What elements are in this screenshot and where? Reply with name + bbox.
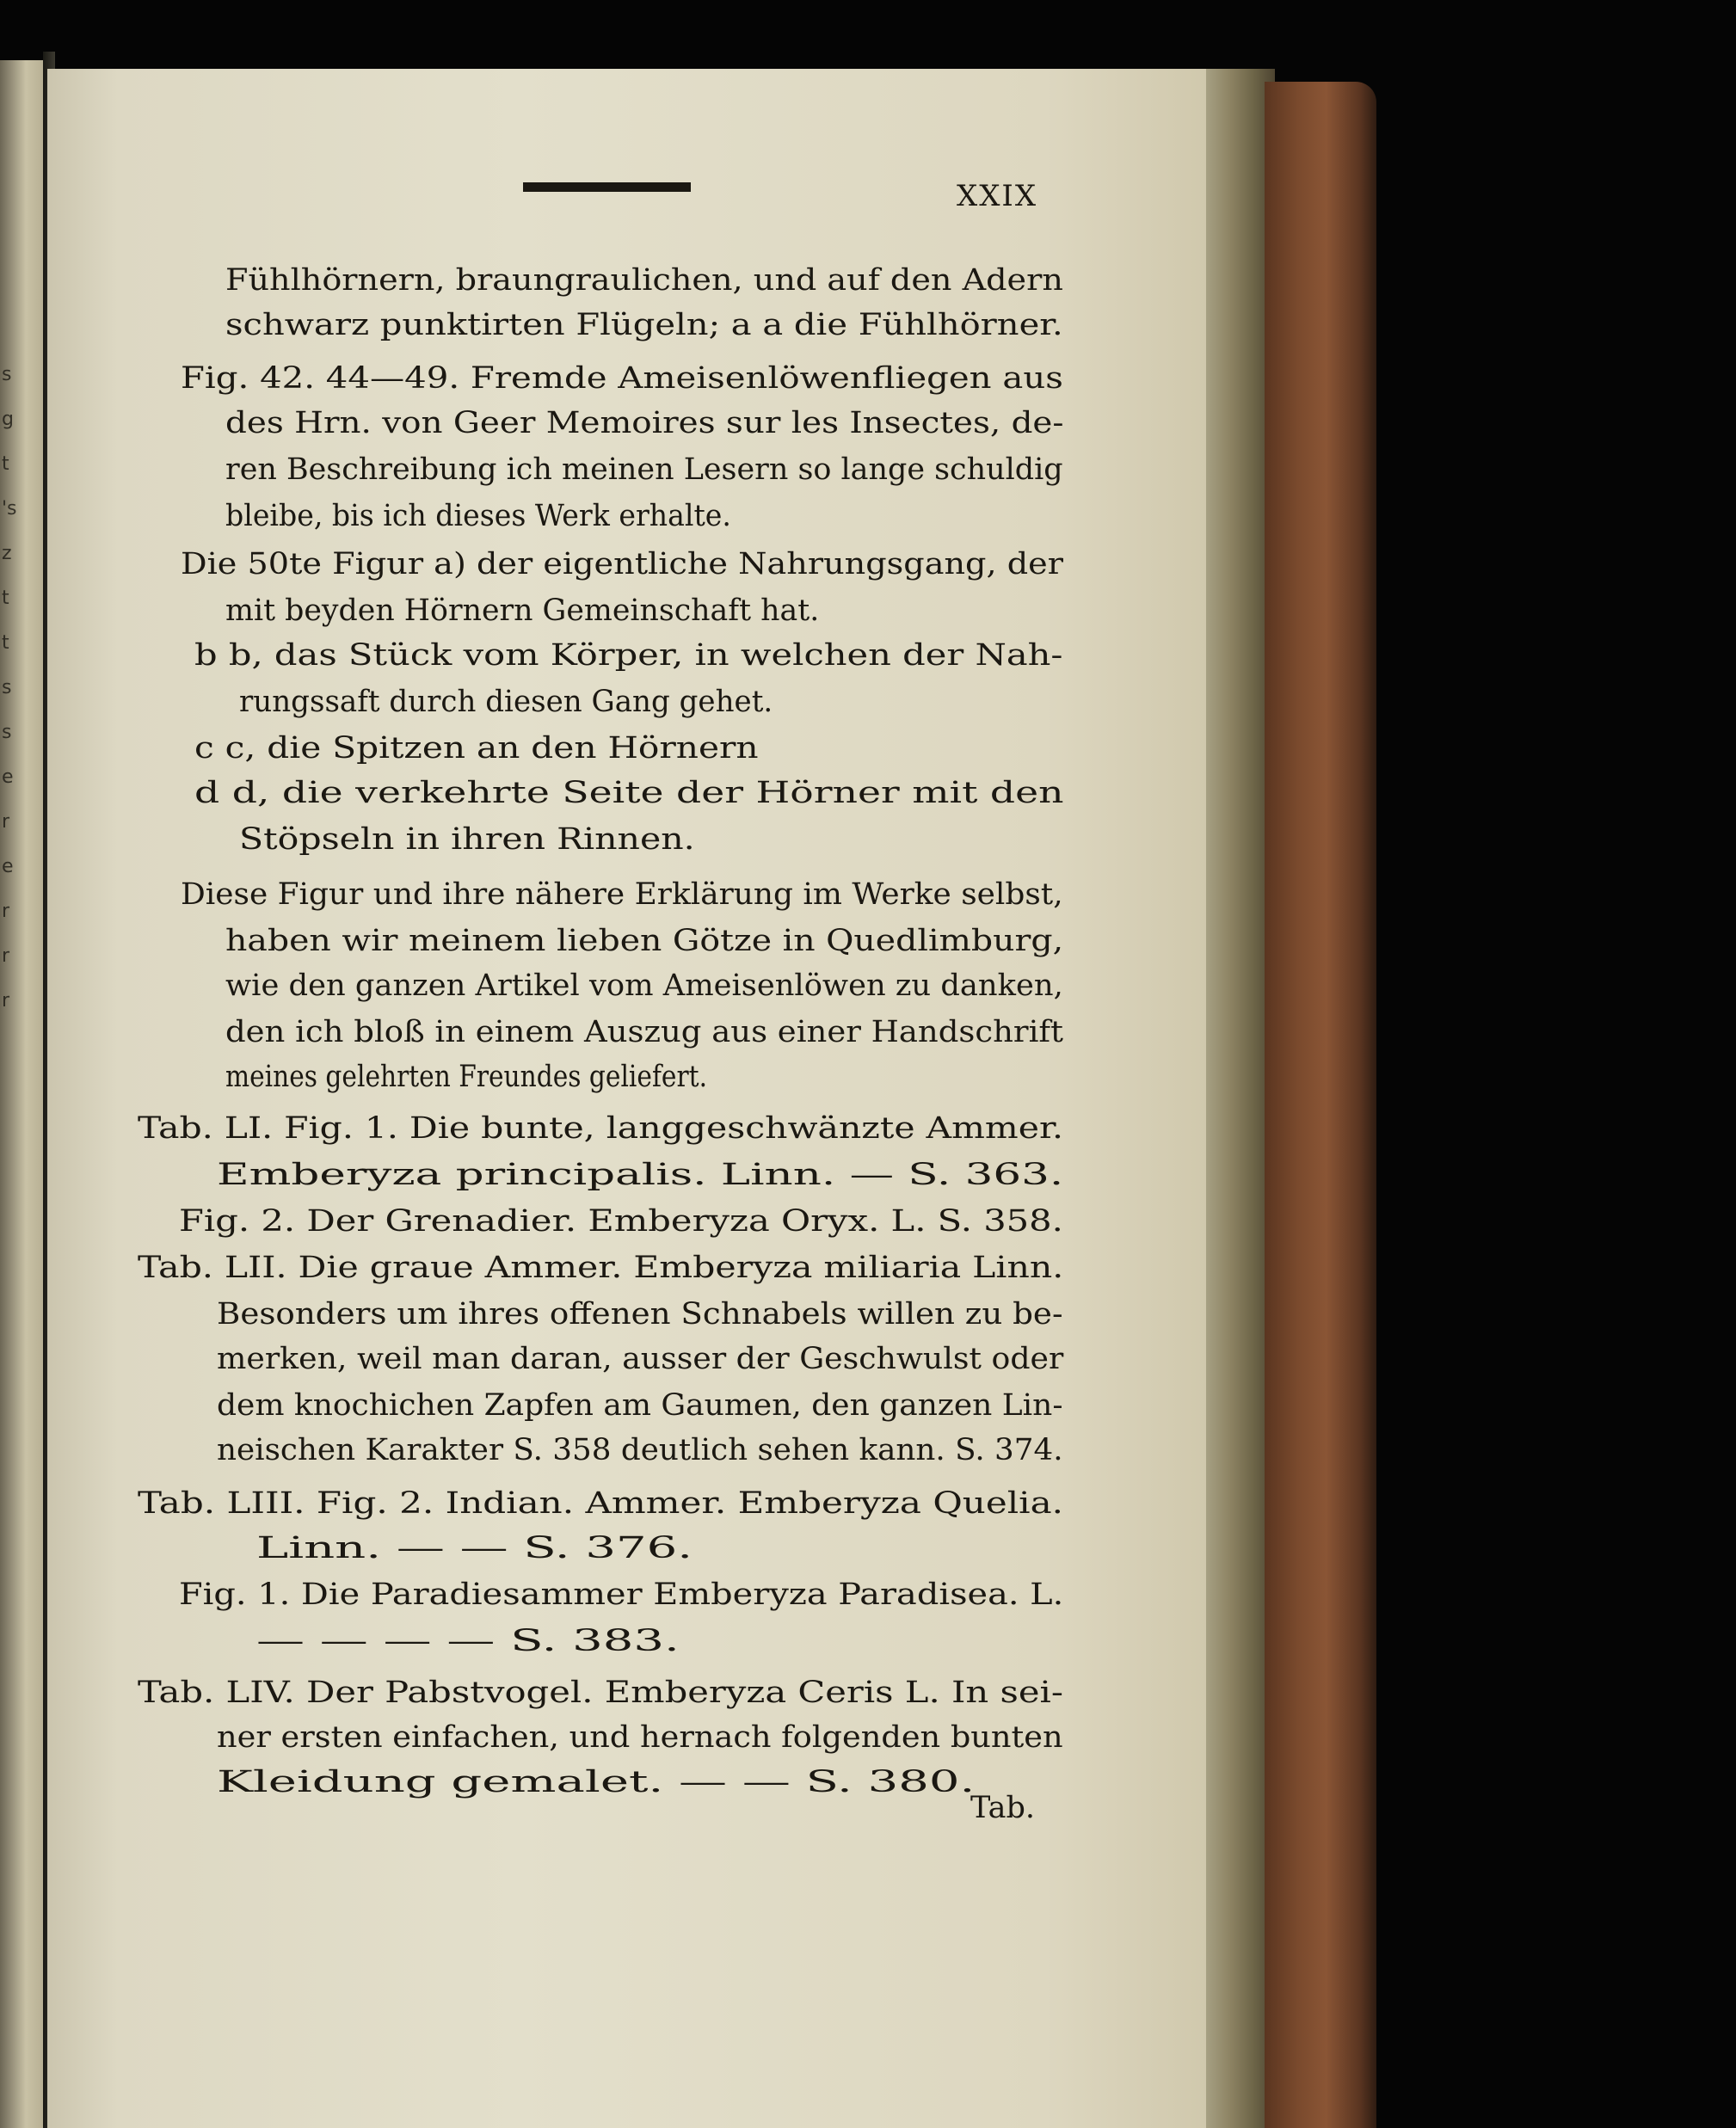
text-line: Emberyza principalis. Linn. — S. 363.	[217, 1158, 1064, 1192]
page-number: XXIX	[957, 179, 1038, 213]
text-line: wie den ganzen Artikel vom Ameisenlöwen zu danken,	[225, 969, 1063, 1003]
text-line: ren Beschreibung ich meinen Lesern so lange schuldig	[225, 452, 1063, 487]
text-line: haben wir meinem lieben Götze in Quedlimburg,	[225, 924, 1064, 958]
text-line: mit beyden Hörnern Gemeinschaft hat.	[225, 594, 820, 628]
text-line: Tab. LIV. Der Pabstvogel. Emberyza Ceris L. In sei-	[138, 1676, 1063, 1710]
text-line: Die 50te Figur a) der eigentliche Nahrungsgang, der	[181, 547, 1063, 581]
text-line: merken, weil man daran, ausser der Geschwulst oder	[217, 1342, 1064, 1376]
text-line: b b, das Stück vom Körper, in welchen der Nah-	[194, 638, 1063, 673]
text-line: Linn. — — S. 376.	[256, 1531, 693, 1565]
text-line: Diese Figur und ihre nähere Erklärung im Werke selbst,	[181, 877, 1063, 912]
text-line: des Hrn. von Geer Memoires sur les Insectes, de-	[225, 406, 1064, 440]
text-line: Fig. 42. 44—49. Fremde Ameisenlöwenfliegen aus	[181, 361, 1063, 396]
text-line: Kleidung gemalet. — — S. 380.	[217, 1765, 976, 1799]
left-page-text-fragments: s g t 's z t t s s e r e r r r	[2, 364, 17, 1012]
catchword: Tab.	[970, 1791, 1036, 1825]
text-line: bleibe, bis ich dieses Werk erhalte.	[225, 499, 731, 533]
text-line: Fig. 1. Die Paradiesammer Emberyza Paradisea. L.	[179, 1578, 1064, 1612]
text-line: Besonders um ihres offenen Schnabels willen zu be-	[217, 1297, 1063, 1332]
text-line: rungssaft durch diesen Gang gehet.	[239, 685, 773, 719]
text-line: dem knochichen Zapfen am Gaumen, den ganzen Lin-	[217, 1388, 1063, 1423]
text-line: Fühlhörnern, braungraulichen, und auf den Adern	[225, 263, 1063, 298]
text-line: den ich bloß in einem Auszug aus einer Handschrift	[225, 1015, 1063, 1049]
text-line: Stöpseln in ihren Rinnen.	[239, 822, 695, 857]
text-line: Tab. LII. Die graue Ammer. Emberyza miliaria Linn.	[138, 1251, 1064, 1285]
text-line: — — — — S. 383.	[256, 1624, 680, 1658]
text-line: Fig. 2. Der Grenadier. Emberyza Oryx. L. S. 358.	[179, 1204, 1063, 1239]
text-line: c c, die Spitzen an den Hörnern	[194, 731, 759, 766]
text-line: d d, die verkehrte Seite der Hörner mit den	[194, 776, 1064, 810]
text-line: ner ersten einfachen, und hernach folgenden bunten	[217, 1720, 1063, 1755]
text-line: Tab. LIII. Fig. 2. Indian. Ammer. Emberyza Quelia.	[138, 1486, 1064, 1521]
text-line: neischen Karakter S. 358 deutlich sehen kann. S. 374.	[217, 1433, 1063, 1467]
text-line: Tab. LI. Fig. 1. Die bunte, langgeschwänzte Ammer.	[138, 1111, 1064, 1146]
text-line: meines gelehrten Freundes geliefert.	[225, 1060, 708, 1094]
text-line: schwarz punktirten Flügeln; a a die Fühlhörner.	[225, 308, 1063, 342]
